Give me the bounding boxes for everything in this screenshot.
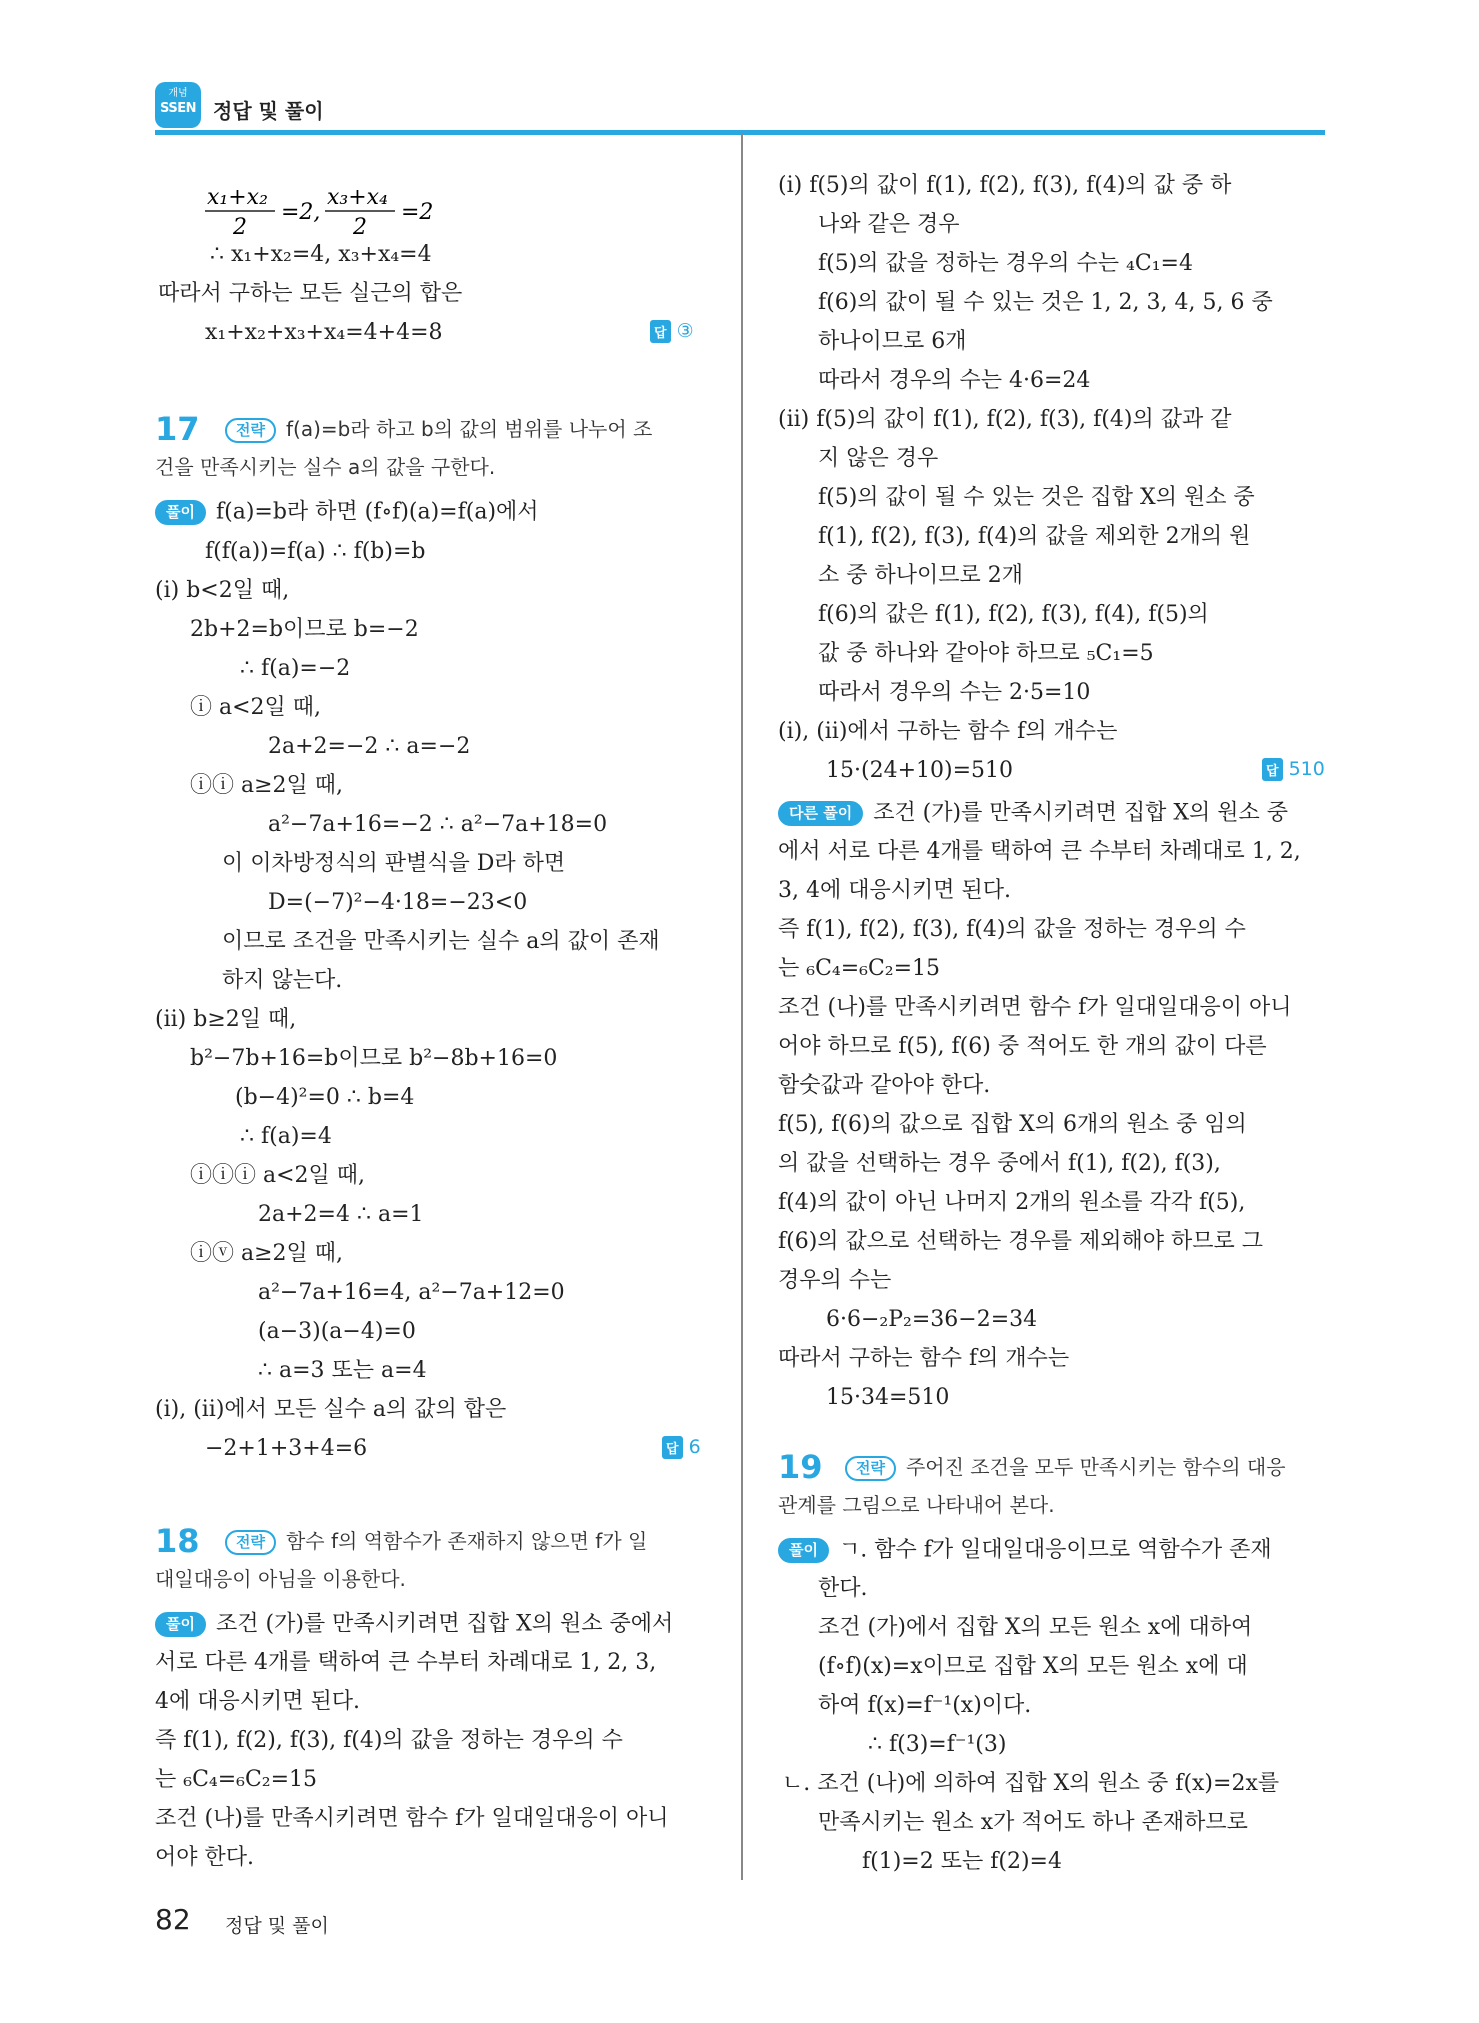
- strategy-17-cont: 건을 만족시키는 실수 a의 값을 구한다.: [155, 455, 496, 479]
- text-line: 6·6−₂P₂=36−2=34: [826, 1307, 1038, 1332]
- text-line: f(1)=2 또는 f(2)=4: [862, 1849, 1062, 1874]
- text-line: x₁+x₂+x₃+x₄=4+4=8: [205, 320, 443, 345]
- text-line: 15·(24+10)=510: [826, 758, 1013, 783]
- text-line: f(5), f(6)의 값으로 집합 X의 6개의 원소 중 임의: [778, 1112, 1247, 1137]
- text-line: 지 않은 경우: [818, 446, 939, 471]
- text-line: (ⅰ), (ⅱ)에서 구하는 함수 f의 개수는: [778, 719, 1118, 744]
- text-line: 조건 (나)를 만족시키려면 함수 f가 일대일대응이 아니: [778, 995, 1292, 1020]
- text-line: (ⅱ) b≥2일 때,: [155, 1007, 297, 1032]
- question-number-19: 19: [778, 1448, 823, 1486]
- text-line: a²−7a+16=−2 ∴ a²−7a+18=0: [268, 812, 608, 837]
- text-line: 하나이므로 6개: [818, 329, 967, 354]
- strategy-18-cont: 대일대응이 아님을 이용한다.: [155, 1567, 406, 1591]
- text-line: 는 ₆C₄=₆C₂=15: [778, 956, 941, 981]
- solution-tag: 풀이: [155, 1612, 206, 1637]
- text-line: b²−7b+16=b이므로 b²−8b+16=0: [190, 1046, 558, 1071]
- text-line: 서로 다른 4개를 택하여 큰 수부터 차례대로 1, 2, 3,: [155, 1650, 657, 1675]
- text-line: ⓘ a<2일 때,: [190, 695, 322, 720]
- text-line: ∴ a=3 또는 a=4: [258, 1358, 427, 1383]
- strategy-18: 전략 함수 f의 역함수가 존재하지 않으면 f가 일: [225, 1530, 647, 1555]
- text-line: 따라서 구하는 함수 f의 개수는: [778, 1346, 1070, 1371]
- text-line: 함숫값과 같아야 한다.: [778, 1073, 991, 1098]
- text-line: ∴ x₁+x₂=4, x₃+x₄=4: [210, 242, 432, 267]
- column-divider: [741, 134, 743, 1880]
- text-line: 이므로 조건을 만족시키는 실수 a의 값이 존재: [222, 929, 660, 954]
- footer-title: 정답 및 풀이: [225, 1915, 329, 1937]
- text-line: 이 이차방정식의 판별식을 D라 하면: [222, 851, 566, 876]
- page-header: [155, 82, 1325, 134]
- text-line: f(f(a))=f(a) ∴ f(b)=b: [205, 539, 426, 564]
- strategy-19-cont: 관계를 그림으로 나타내어 본다.: [778, 1493, 1055, 1517]
- text-line: f(1), f(2), f(3), f(4)의 값을 제외한 2개의 원: [818, 524, 1251, 549]
- text-line: −2+1+3+4=6: [205, 1436, 368, 1461]
- text-line: 는 ₆C₄=₆C₂=15: [155, 1767, 318, 1792]
- text-line: f(6)의 값이 될 수 있는 것은 1, 2, 3, 4, 5, 6 중: [818, 290, 1273, 315]
- text-line: (a−3)(a−4)=0: [258, 1319, 416, 1344]
- solution-18-line: 풀이 조건 (가)를 만족시키려면 집합 X의 원소 중에서: [155, 1612, 673, 1637]
- solution-17-line: 풀이 f(a)=b라 하면 (f∘f)(a)=f(a)에서: [155, 500, 539, 525]
- text-line: 하여 f(x)=f⁻¹(x)이다.: [818, 1693, 1032, 1718]
- text-line: 어야 하므로 f(5), f(6) 중 적어도 한 개의 값이 다른: [778, 1034, 1267, 1059]
- text-line: ∴ f(a)=−2: [240, 656, 351, 681]
- text-line: 한다.: [818, 1576, 868, 1601]
- text-line: ∴ f(3)=f⁻¹(3): [868, 1732, 1007, 1757]
- text-line: D=(−7)²−4·18=−23<0: [268, 890, 528, 915]
- question-number-18: 18: [155, 1522, 200, 1560]
- svg-text:=2,: =2,: [281, 200, 321, 225]
- fraction-formula: [205, 182, 485, 238]
- text-line: 즉 f(1), f(2), f(3), f(4)의 값을 정하는 경우의 수: [155, 1728, 623, 1753]
- text-line: ⓘⓘⓘ a<2일 때,: [190, 1163, 366, 1188]
- text-line: (ⅰ) f(5)의 값이 f(1), f(2), f(3), f(4)의 값 중 하: [778, 173, 1232, 198]
- svg-text:x₃+x₄: x₃+x₄: [327, 185, 388, 210]
- text-line: 의 값을 선택하는 경우 중에서 f(1), f(2), f(3),: [778, 1151, 1221, 1176]
- text-line: ⓘⓘ a≥2일 때,: [190, 773, 344, 798]
- strategy-tag: 전략: [845, 1456, 896, 1481]
- svg-text:=2: =2: [401, 200, 434, 225]
- text-line: ⓘⓥ a≥2일 때,: [190, 1241, 344, 1266]
- text-line: 에서 서로 다른 4개를 택하여 큰 수부터 차례대로 1, 2,: [778, 839, 1301, 864]
- text-line: 2a+2=−2 ∴ a=−2: [268, 734, 471, 759]
- svg-text:2: 2: [353, 215, 367, 238]
- answer-18: 답 510: [1262, 758, 1325, 781]
- strategy-17: 전략 f(a)=b라 하고 b의 값의 범위를 나누어 조: [225, 418, 652, 443]
- text-line: 따라서 구하는 모든 실근의 합은: [158, 281, 463, 306]
- text-line: 3, 4에 대응시키면 된다.: [778, 878, 1011, 903]
- solution-tag: 풀이: [778, 1538, 829, 1563]
- text-line: ㄴ. 조건 (나)에 의하여 집합 X의 원소 중 f(x)=2x를: [782, 1771, 1280, 1796]
- text-line: (ⅰ), (ⅱ)에서 모든 실수 a의 값의 합은: [155, 1397, 507, 1422]
- text-line: (f∘f)(x)=x이므로 집합 X의 모든 원소 x에 대: [818, 1654, 1248, 1679]
- text-line: f(6)의 값으로 선택하는 경우를 제외해야 하므로 그: [778, 1229, 1264, 1254]
- page-number: 82: [155, 1903, 191, 1936]
- text-line: 조건 (가)에서 집합 X의 모든 원소 x에 대하여: [818, 1615, 1253, 1640]
- svg-text:x₁+x₂: x₁+x₂: [207, 185, 268, 210]
- fraction-line: [205, 182, 485, 243]
- solution-tag: 풀이: [155, 500, 206, 525]
- svg-text:2: 2: [233, 215, 247, 238]
- text-line: 경우의 수는: [778, 1268, 892, 1293]
- text-line: 나와 같은 경우: [818, 212, 960, 237]
- text-line: a²−7a+16=4, a²−7a+12=0: [258, 1280, 565, 1305]
- book-logo: 개념 SSEN: [155, 82, 201, 128]
- text-line: f(6)의 값은 f(1), f(2), f(3), f(4), f(5)의: [818, 602, 1209, 627]
- answer-17: 답 6: [662, 1436, 701, 1459]
- strategy-19: 전략 주어진 조건을 모두 만족시키는 함수의 대응: [845, 1456, 1286, 1481]
- text-line: f(4)의 값이 아닌 나머지 2개의 원소를 각각 f(5),: [778, 1190, 1246, 1215]
- text-line: 따라서 경우의 수는 4·6=24: [818, 368, 1091, 393]
- text-line: 조건 (나)를 만족시키려면 함수 f가 일대일대응이 아니: [155, 1806, 669, 1831]
- header-title: 정답 및 풀이: [213, 99, 324, 123]
- text-line: 15·34=510: [826, 1385, 950, 1410]
- text-line: 즉 f(1), f(2), f(3), f(4)의 값을 정하는 경우의 수: [778, 917, 1246, 942]
- text-line: 만족시키는 원소 x가 적어도 하나 존재하므로: [818, 1810, 1248, 1835]
- strategy-tag: 전략: [225, 1530, 276, 1555]
- text-line: 하지 않는다.: [222, 968, 343, 993]
- alt-solution-line: 다른 풀이 조건 (가)를 만족시키려면 집합 X의 원소 중: [778, 801, 1288, 826]
- text-line: 2a+2=4 ∴ a=1: [258, 1202, 424, 1227]
- text-line: 소 중 하나이므로 2개: [818, 563, 1023, 588]
- text-line: 따라서 경우의 수는 2·5=10: [818, 680, 1091, 705]
- header-rule: [155, 130, 1325, 135]
- answer-16: 답 ③: [650, 320, 694, 343]
- solution-19-line: 풀이 ㄱ. 함수 f가 일대일대응이므로 역함수가 존재: [778, 1538, 1272, 1563]
- text-line: f(5)의 값을 정하는 경우의 수는 ₄C₁=4: [818, 251, 1193, 276]
- text-line: (ⅱ) f(5)의 값이 f(1), f(2), f(3), f(4)의 값과 같: [778, 407, 1232, 432]
- question-number-17: 17: [155, 410, 200, 448]
- text-line: 어야 한다.: [155, 1845, 254, 1870]
- text-line: 값 중 하나와 같아야 하므로 ₅C₁=5: [818, 641, 1154, 666]
- text-line: 4에 대응시키면 된다.: [155, 1689, 360, 1714]
- strategy-tag: 전략: [225, 418, 276, 443]
- text-line: 2b+2=b이므로 b=−2: [190, 617, 419, 642]
- alt-solution-tag: 다른 풀이: [778, 801, 863, 826]
- text-line: f(5)의 값이 될 수 있는 것은 집합 X의 원소 중: [818, 485, 1255, 510]
- text-line: (b−4)²=0 ∴ b=4: [235, 1085, 415, 1110]
- text-line: ∴ f(a)=4: [240, 1124, 332, 1149]
- text-line: (ⅰ) b<2일 때,: [155, 578, 290, 603]
